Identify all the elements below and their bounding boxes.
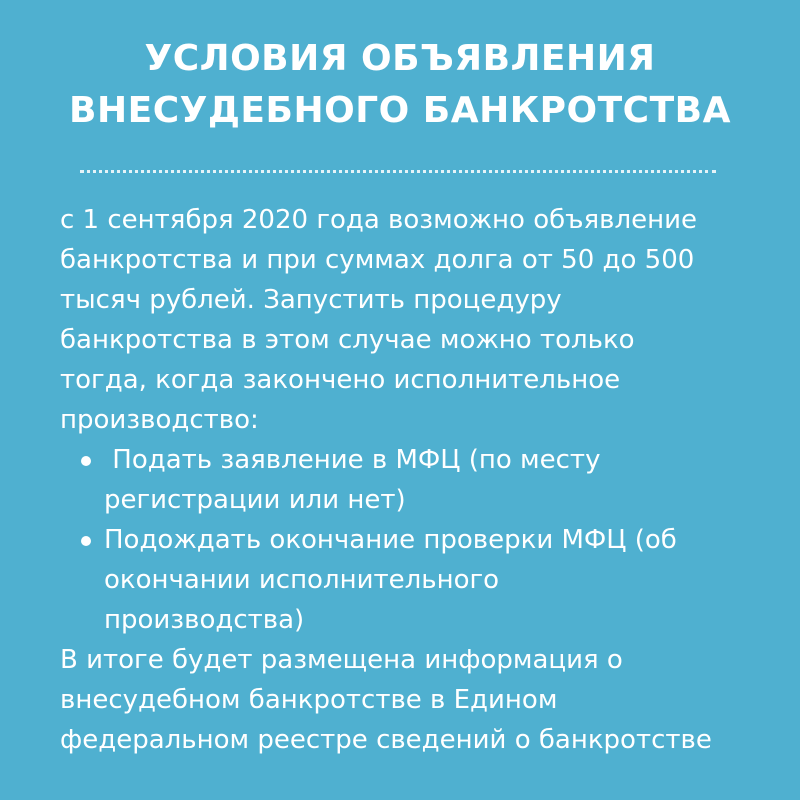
outro-paragraph [60,640,780,760]
title-line-2: ВНЕСУДЕБНОГО БАНКРОТСТВА [69,90,731,131]
intro-line: тогда, когда закончено исполнительное [60,365,621,395]
intro-paragraph [60,200,780,440]
list-item-line: Подать заявление в МФЦ (по месту [104,445,601,475]
list-item [60,520,780,640]
list-item [60,440,780,520]
intro-line: банкротства и при суммах долга от 50 до 500 [60,245,695,275]
body-text [60,200,780,760]
outro-line: федеральном реестре сведений о банкротстве [60,725,712,755]
steps-list [60,440,780,640]
list-item-line: регистрации или нет) [104,485,406,515]
list-item-line: производства) [104,605,305,635]
outro-line: внесудебном банкротстве в Едином [60,685,558,715]
intro-line: производство: [60,405,259,435]
intro-line: тысяч рублей. Запустить процедуру [60,285,562,315]
intro-line: банкротства в этом случае можно только [60,325,635,355]
dotted-divider [80,170,716,173]
outro-line: В итоге будет размещена информация о [60,645,623,675]
bullet-icon [81,456,91,466]
list-item-line: Подождать окончание проверки МФЦ (об [104,525,677,555]
page-title [0,33,800,137]
list-item-line: окончании исполнительного [104,565,500,595]
intro-line: с 1 сентября 2020 года возможно объявление [60,205,698,235]
bullet-icon [81,536,91,546]
title-line-1: УСЛОВИЯ ОБЪЯВЛЕНИЯ [144,38,656,79]
